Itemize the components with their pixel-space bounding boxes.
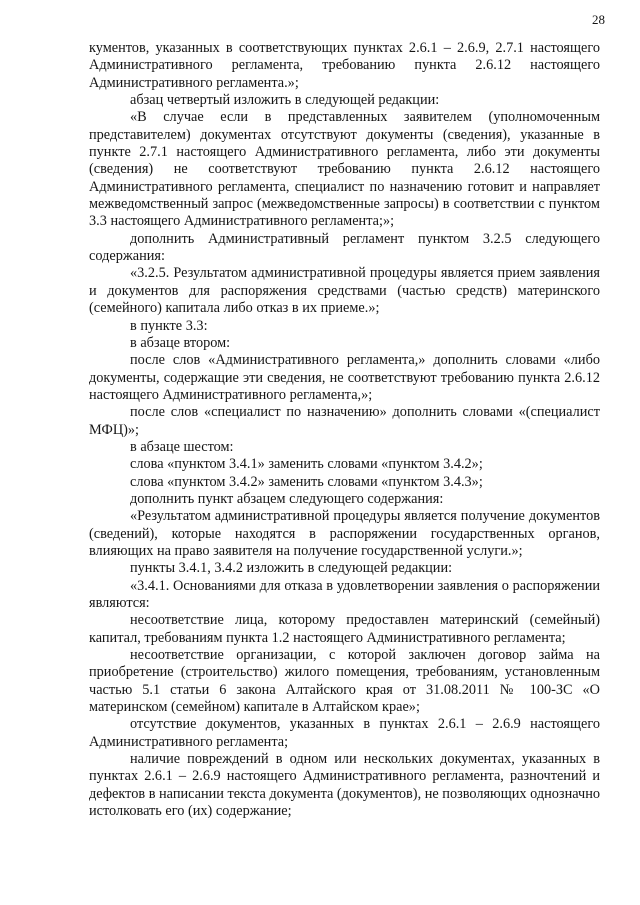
paragraph: «В случае если в представленных заявителем (уполномоченным представителем) документах отсутствуют документы (сведения), указанные в пункте 2.7.1 настоящего Административного регламента, либо эти документы (сведения) не соответствуют требованию пункта 2.6.12 настоящего Административного регламента, специалист по назначению готовит и направляет межведомственный запрос (межведомственные запросы) в соответствии с пунктом 3.3 настоящего Административного регламента;»; — [89, 109, 600, 230]
paragraph: «3.2.5. Результатом административной процедуры является прием заявления и документов для распоряжения средствами (частью средств) материнского (семейного) капитала либо отказ в их приеме.»; — [89, 265, 600, 317]
paragraph: кументов, указанных в соответствующих пунктах 2.6.1 – 2.6.9, 2.7.1 настоящего Административного регламента, требованию пункта 2.6.12 настоящего Административного регламента.»; — [89, 40, 600, 91]
paragraph: после слов «специалист по назначению» дополнить словами «(специалист МФЦ)»; — [89, 404, 600, 438]
paragraph: наличие повреждений в одном или нескольких документах, указанных в пунктах 2.6.1 – 2.6.9 настоящего Административного регламента, разночтений и дефектов в написании текста документа (документов), не позволяющих однозначно истолковать его (их) содержание; — [89, 751, 600, 820]
paragraph: в пункте 3.3: — [130, 317, 208, 334]
paragraph: слова «пунктом 3.4.2» заменить словами «пунктом 3.4.3»; — [130, 473, 483, 490]
document-body — [89, 40, 600, 820]
paragraph: пункты 3.4.1, 3.4.2 изложить в следующей редакции: — [130, 560, 453, 577]
paragraph: после слов «Административного регламента,» дополнить словами «либо документы, содержащие эти сведения, не соответствуют требованию пункта 2.6.12 настоящего Административного регламента,»; — [89, 352, 600, 403]
paragraph: в абзаце шестом: — [130, 438, 234, 455]
page-number: 28 — [592, 12, 605, 27]
paragraph: отсутствие документов, указанных в пунктах 2.6.1 – 2.6.9 настоящего Административного регламента; — [89, 716, 600, 750]
paragraph: «3.4.1. Основаниями для отказа в удовлетворении заявления о распоряжении являются: — [89, 577, 600, 611]
paragraph: несоответствие лица, которому предоставлен материнский (семейный) капитал, требованиям пункта 1.2 настоящего Административного регламента; — [89, 612, 600, 646]
paragraph: дополнить Административный регламент пунктом 3.2.5 следующего содержания: — [89, 230, 600, 265]
paragraph: несоответствие организации, с которой заключен договор займа на приобретение (строительство) жилого помещения, требованиям, установленным частью 5.1 статьи 6 закона Алтайского края от 31.08.2011 № 100-ЗС «О материнском (семейном) капитале в Алтайском крае»; — [89, 647, 600, 716]
paragraph: абзац четвертый изложить в следующей редакции: — [130, 92, 440, 109]
paragraph: дополнить пункт абзацем следующего содержания: — [130, 490, 444, 507]
paragraph: слова «пунктом 3.4.1» заменить словами «пунктом 3.4.2»; — [130, 456, 483, 473]
paragraph: в абзаце втором: — [130, 334, 231, 351]
paragraph: «Результатом административной процедуры является получение документов (сведений), которые находятся в распоряжении государственных органов, влияющих на право заявителя на получение государственной услуги.»; — [89, 508, 600, 559]
